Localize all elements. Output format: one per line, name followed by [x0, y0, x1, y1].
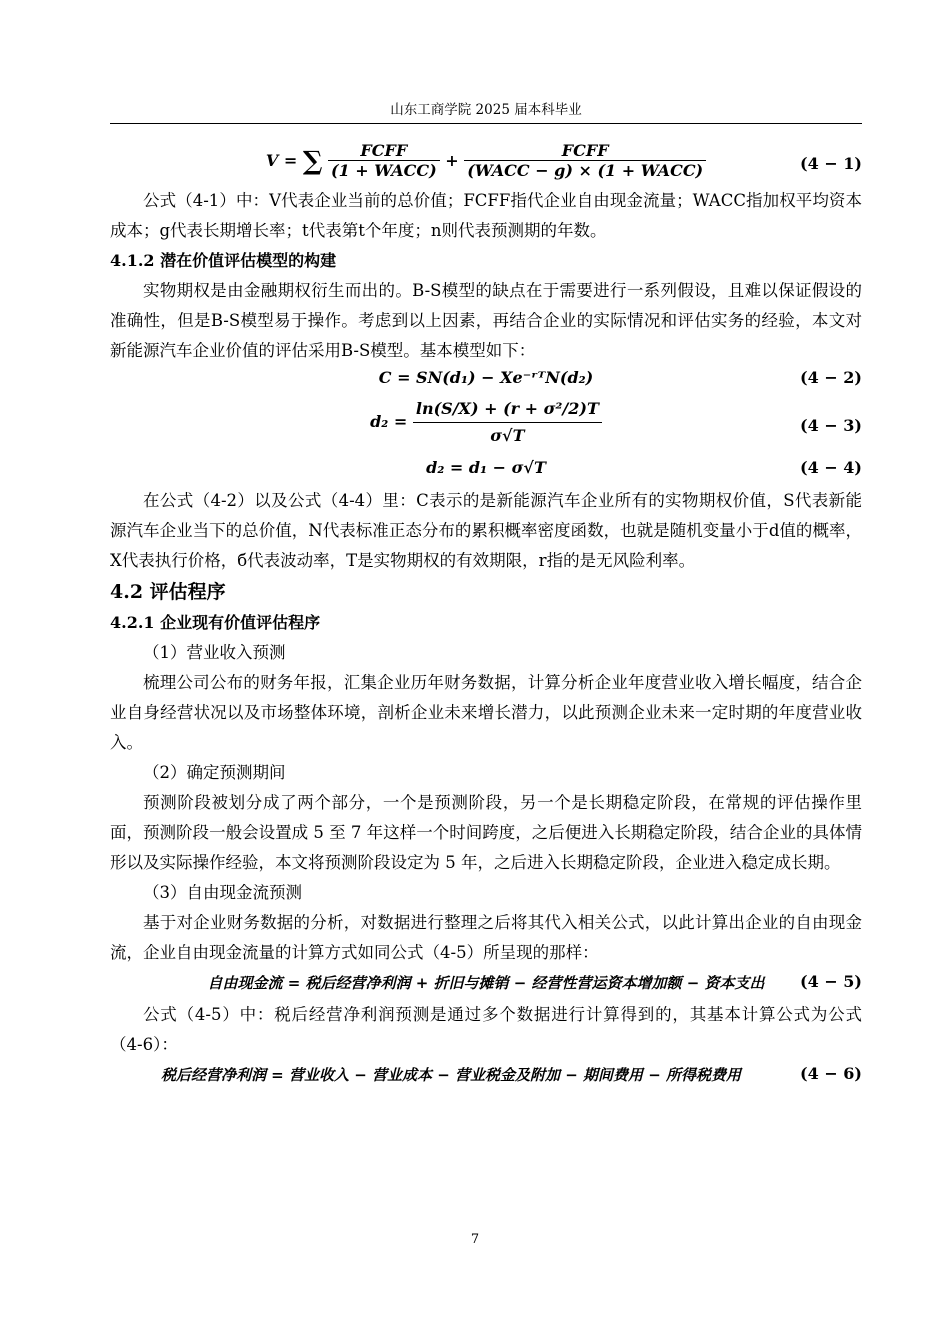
paragraph: 公式（4-1）中：V代表企业当前的总价值；FCFF指代企业自由现金流量；WACC指加权平均资本成本；g代表长期增长率；t代表第t个年度；n则代表预测期的年数。: [110, 191, 862, 240]
list-item: （2）确定预测期间: [143, 763, 286, 782]
page-content: [110, 142, 862, 1092]
formula-4-6-number: (4 − 6): [800, 1064, 862, 1083]
paragraph: 基于对企业财务数据的分析，对数据进行整理之后将其代入相关公式，以此计算出企业的自由现金流，企业自由现金流量的计算方式如同公式（4-5）所呈现的那样：: [110, 913, 862, 962]
formula-4-4-number: (4 − 4): [800, 458, 862, 477]
list-item: （3）自由现金流预测: [143, 883, 302, 902]
formula-4-5: 自由现金流 = 税后经营净利润 + 折旧与摊销 − 经营性营运资本增加额 − 资本支出 (4 − 5): [207, 972, 862, 992]
section-heading-4-2: 4.2 评估程序: [110, 581, 226, 603]
paragraph: 公式（4-5）中：税后经营净利润预测是通过多个数据进行计算得到的，其基本计算公式为公式（4-6）：: [110, 1005, 862, 1054]
formula-4-1-number: (4 − 1): [800, 154, 862, 173]
page-number: 7: [470, 1232, 480, 1247]
page-header: 山东工商学院 2025 届本科毕业: [110, 98, 862, 124]
formula-4-4: d₂ = d₁ − σ√T (4 − 4): [426, 458, 862, 477]
formula-4-1-fraction-2: $\frac{\text{FCFF}}{\text{(WACC − g) × (1 + WACC)}}$: [464, 142, 706, 181]
formula-4-3: d₂ = $\frac{\text{ln(S/X) + (r + σ²/2)T}}{\sigma√T}$ (4 − 3): [110, 396, 862, 456]
summation-symbol: ∑: [302, 146, 323, 177]
section-heading-4-2-1: 4.2.1 企业现有价值评估程序: [110, 613, 321, 632]
formula-4-3-number: (4 − 3): [800, 416, 862, 435]
formula-4-2-number: (4 − 2): [800, 368, 862, 387]
formula-4-1-fraction-1: $\frac{\text{FCFF}}{\text{(1 + WACC)}}$: [328, 142, 440, 181]
formula-4-1-lhs: V =: [265, 151, 303, 170]
formula-4-6: 税后经营净利润 = 营业收入 − 营业成本 − 营业税金及附加 − 期间费用 − 所得税费用 (4 − 6): [160, 1064, 862, 1084]
formula-4-3-fraction: $\frac{\text{ln(S/X) + (r + σ²/2)T}}{\sigma√T}$: [413, 396, 602, 449]
paragraph: 在公式（4-2）以及公式（4-4）里：C表示的是新能源汽车企业所有的实物期权价值，S代表新能源汽车企业当下的总价值，N代表标准正态分布的累积概率密度函数，也就是随机变量小于d值的概率，X代表执行价格，б代表波动率，T是实物期权的有效期限，r指的是无风险利率。: [110, 491, 862, 570]
formula-4-2: C = SN(d₁) − Xe⁻ʳᵀN(d₂) (4 − 2): [378, 368, 862, 387]
paragraph: 实物期权是由金融期权衍生而出的。B-S模型的缺点在于需要进行一系列假设，且难以保证假设的准确性，但是B-S模型易于操作。考虑到以上因素，再结合企业的实际情况和评估实务的经验，本文对新能源汽车企业价值的评估采用B-S模型。基本模型如下：: [110, 281, 862, 360]
formula-4-1: V = ∑ $\frac{\text{FCFF}}{\text{(1 + WACC)}}$ + $\frac{\text{FCFF}}{\text{(WACC − g) × (1 + WACC)}}$ (4 − 1): [265, 141, 862, 180]
list-item: （1）营业收入预测: [143, 643, 286, 662]
formula-4-5-number: (4 − 5): [800, 972, 862, 991]
paragraph: 预测阶段被划分成了两个部分，一个是预测阶段，另一个是长期稳定阶段，在常规的评估操作里面，预测阶段一般会设置成 5 至 7 年这样一个时间跨度，之后便进入长期稳定阶段，结合企业的具体情形以及实际操作经验，本文将预测阶段设定为 5 年，之后进入长期稳定阶段，企业进入稳定成长期。: [110, 793, 862, 872]
section-heading-4-1-2: 4.1.2 潜在价值评估模型的构建: [110, 251, 337, 270]
paragraph: 梳理公司公布的财务年报，汇集企业历年财务数据，计算分析企业年度营业收入增长幅度，结合企业自身经营状况以及市场整体环境，剖析企业未来增长潜力，以此预测企业未来一定时期的年度营业收入。: [110, 673, 862, 752]
